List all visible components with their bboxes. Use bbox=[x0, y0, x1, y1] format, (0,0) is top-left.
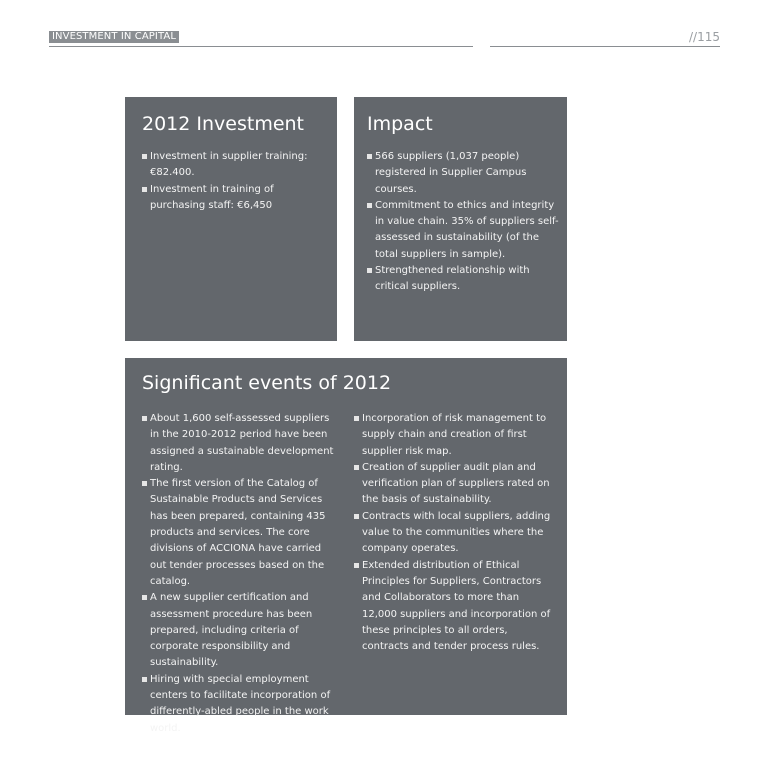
list-item: Creation of supplier audit plan and verification plan of suppliers rated on the basis of sustainability. bbox=[354, 460, 552, 509]
bullet-square-icon bbox=[142, 481, 147, 486]
list-item: Contracts with local suppliers, adding value to the communities where the company operates. bbox=[354, 509, 552, 558]
list-item: Strengthened relationship with critical suppliers. bbox=[367, 263, 559, 296]
bullet-square-icon bbox=[142, 677, 147, 682]
investment-list bbox=[142, 149, 320, 214]
bullet-square-icon bbox=[354, 563, 359, 568]
list-item: About 1,600 self-assessed suppliers in the 2010-2012 period have been assigned a sustainable development rating. bbox=[142, 411, 340, 476]
section-label: INVESTMENT IN CAPITAL bbox=[49, 31, 179, 43]
list-item: Extended distribution of Ethical Principles for Suppliers, Contractors and Collaborators to more than 12,000 suppliers and incorporation of these principles to all orders, contracts and tender process rules. bbox=[354, 558, 552, 656]
bullet-square-icon bbox=[142, 187, 147, 192]
list-item: The first version of the Catalog of Sustainable Products and Services has been prepared, containing 435 products and services. The core divisions of ACCIONA have carried out tender processes based on the catalog. bbox=[142, 476, 340, 590]
investment-title: 2012 Investment bbox=[142, 113, 305, 135]
events-title: Significant events of 2012 bbox=[142, 372, 392, 394]
events-list-right bbox=[354, 411, 552, 655]
bullet-square-icon bbox=[354, 416, 359, 421]
impact-list bbox=[367, 149, 559, 296]
bullet-square-icon bbox=[367, 268, 372, 273]
impact-box bbox=[354, 97, 567, 341]
header-rule-left bbox=[49, 46, 473, 47]
bullet-square-icon bbox=[142, 416, 147, 421]
bullet-square-icon bbox=[142, 154, 147, 159]
header-rule-right bbox=[490, 46, 720, 47]
bullet-square-icon bbox=[367, 154, 372, 159]
events-list-left bbox=[142, 411, 340, 737]
list-item: 566 suppliers (1,037 people) registered in Supplier Campus courses. bbox=[367, 149, 559, 198]
bullet-square-icon bbox=[354, 514, 359, 519]
list-item: Investment in supplier training: €82.400. bbox=[142, 149, 320, 182]
impact-title: Impact bbox=[367, 113, 433, 135]
list-item: Hiring with special employment centers to facilitate incorporation of differently-abled people in the work world. bbox=[142, 672, 340, 737]
bullet-square-icon bbox=[354, 465, 359, 470]
bullet-square-icon bbox=[367, 203, 372, 208]
bullet-square-icon bbox=[142, 595, 147, 600]
list-item: Commitment to ethics and integrity in value chain. 35% of suppliers self-assessed in sustainability (of the total suppliers in sample). bbox=[367, 198, 559, 263]
list-item: Incorporation of risk management to supply chain and creation of first supplier risk map. bbox=[354, 411, 552, 460]
list-item: Investment in training of purchasing staff: €6,450 bbox=[142, 182, 320, 215]
investment-box bbox=[125, 97, 337, 341]
events-box bbox=[125, 358, 567, 734]
page-number: //115 bbox=[689, 30, 720, 44]
list-item: A new supplier certification and assessment procedure has been prepared, including criteria of corporate responsibility and sustainability. bbox=[142, 590, 340, 671]
